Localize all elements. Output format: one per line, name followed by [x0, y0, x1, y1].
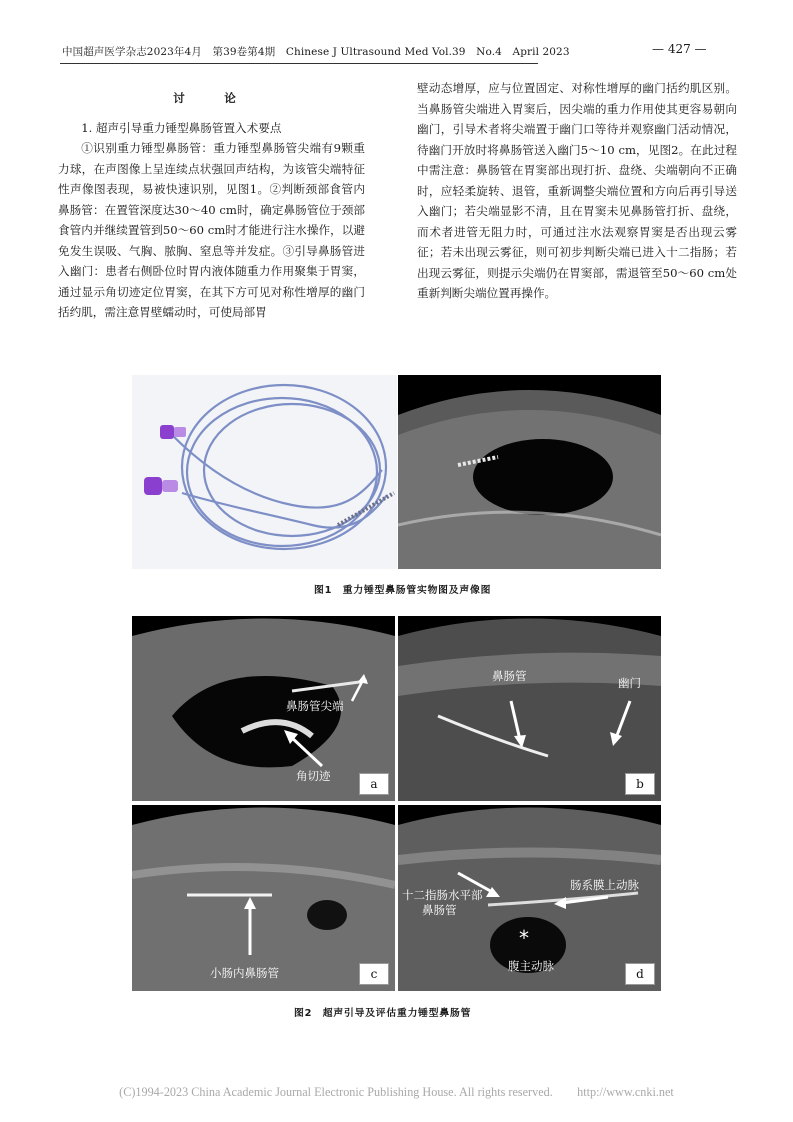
figure2-panel-d	[398, 805, 661, 991]
figure2-panel-c	[132, 805, 395, 991]
figure2-panel-b	[398, 616, 661, 801]
label-tube: 鼻肠管	[492, 669, 527, 683]
label-sma: 肠系膜上动脉	[570, 878, 639, 892]
section-title: 讨 论	[173, 91, 250, 105]
figure1-ultrasound	[398, 375, 661, 569]
copyright-footer: (C)1994-2023 China Academic Journal Electronic Publishing House. All rights reserved. http://www.cnki.net	[119, 1085, 674, 1099]
page-number: — 427 —	[652, 42, 707, 56]
panel-letter-b: b	[625, 773, 655, 795]
body-paragraph: ①识别重力锤型鼻肠管：重力锤型鼻肠管尖端有9颗重力球，在声图像上呈连续点状强回声结构，为该管尖端特征性声像图表现，易被快速识别，见图1。②判断颈部食管内鼻肠管：在置管深度达30～40 cm时，确定鼻肠管位于颈部食管内并继续置管到50～60 cm时才能进行注水操作，以避免发生误吸、气胸、脓胸、窒息等并发症。③引导鼻肠管进入幽门：患者右侧卧位时胃内液体随重力作用聚集于胃窦，通过显示角切迹定位胃窦，在其下方可见对称性增厚的幽门括约肌，需注意胃壁蠕动时，可使局部胃	[58, 141, 365, 319]
ultrasound-image	[398, 375, 661, 569]
panel-letter-a: a	[359, 773, 389, 795]
ultrasound-image-b	[398, 616, 661, 801]
asterisk-marker: *	[519, 926, 529, 950]
panel-letter-c: c	[359, 963, 389, 985]
running-header: 中国超声医学杂志2023年4月 第39卷第4期 Chinese J Ultrasound Med Vol.39 No.4 April 2023	[62, 46, 570, 58]
label-tube-tip: 鼻肠管尖端	[286, 699, 344, 713]
label-angular-notch: 角切迹	[296, 769, 331, 783]
label-duodenum: 十二指肠水平部	[402, 888, 483, 902]
figure2-caption: 图2 超声引导及评估重力锤型鼻肠管	[294, 1008, 472, 1019]
ultrasound-image-a	[132, 616, 395, 801]
panel-letter-d: d	[625, 963, 655, 985]
label-tube: 鼻肠管	[422, 903, 457, 917]
figure2-panel-a	[132, 616, 395, 801]
label-small-intestine-tube: 小肠内鼻肠管	[210, 966, 279, 980]
tube-illustration	[132, 375, 397, 569]
left-text-column	[58, 88, 365, 323]
ultrasound-image-c	[132, 805, 395, 991]
header-rule	[60, 63, 538, 64]
figure1-photo-tube	[132, 375, 397, 569]
ultrasound-image-d	[398, 805, 661, 991]
label-aorta: 腹主动脉	[508, 959, 554, 973]
body-paragraph-continued: 壁动态增厚，应与位置固定、对称性增厚的幽门括约肌区别。当鼻肠管尖端进入胃窦后，因尖端的重力作用使其更容易朝向幽门，引导术者将尖端置于幽门口等待并观察幽门活动情况，待幽门开放时将鼻肠管送入幽门5～10 cm，见图2。在此过程中需注意：鼻肠管在胃窦部出现打折、盘绕、尖端朝向不正确时，应轻柔旋转、退管，重新调整尖端位置和方向后再引导送入幽门；若尖端显影不清，且在胃窦未见鼻肠管打折、盘绕，而术者进管无阻力时，可通过注水法观察胃窦是否出现云雾征；若未出现云雾征，则可初步判断尖端已进入十二指肠；若出现云雾征，则提示尖端仍在胃窦部，需退管至50～60 cm处重新判断尖端位置再操作。	[417, 81, 737, 300]
subsection-title: 1. 超声引导重力锤型鼻肠管置入术要点	[81, 120, 282, 135]
figure1-caption: 图1 重力锤型鼻肠管实物图及声像图	[314, 585, 492, 596]
label-pylorus: 幽门	[618, 676, 641, 690]
right-text-column	[417, 78, 737, 304]
